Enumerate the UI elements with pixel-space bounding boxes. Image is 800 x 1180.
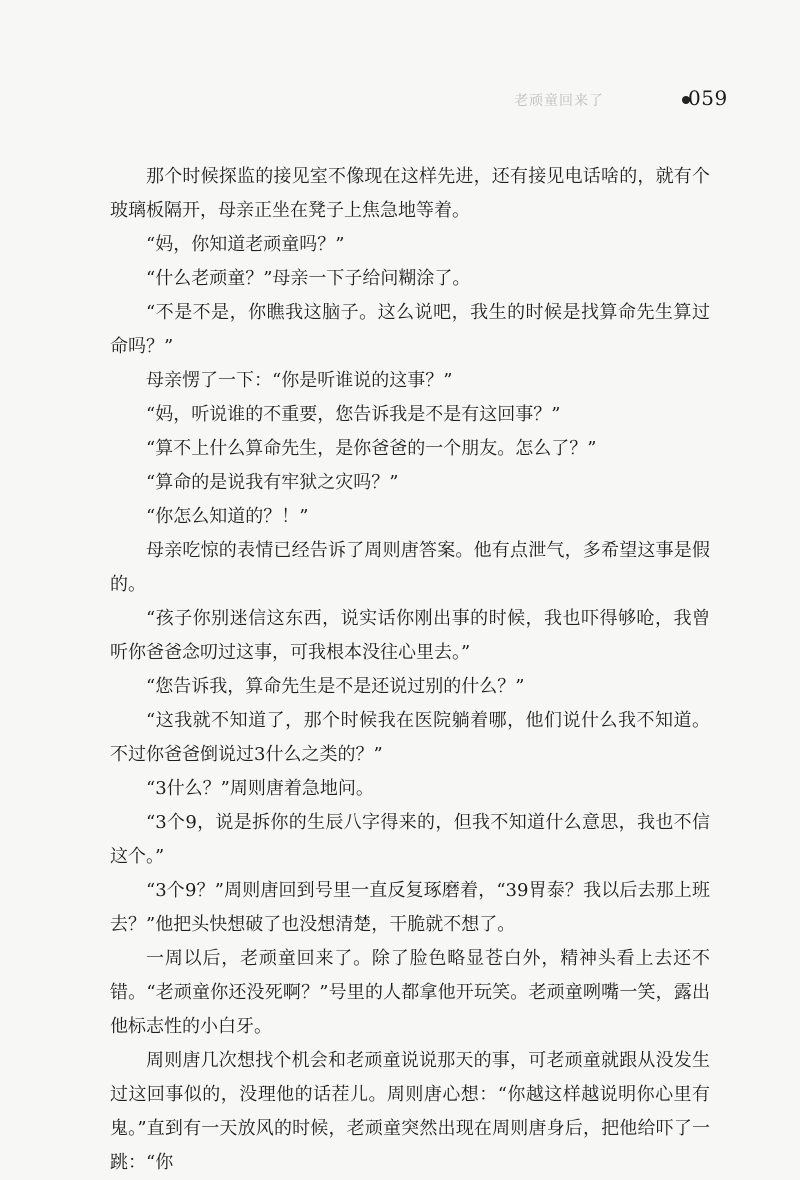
page-number: 059 bbox=[688, 86, 728, 110]
paragraph: “你怎么知道的？！” bbox=[146, 506, 309, 527]
paragraph: “3什么？”周则唐着急地问。 bbox=[146, 778, 374, 799]
paragraph: “您告诉我，算命先生是不是还说过别的什么？” bbox=[146, 676, 525, 697]
paragraph: “3个9，说是拆你的生辰八字得来的，但我不知道什么意思，我也不信这个。” bbox=[110, 812, 710, 867]
paragraph: “算不上什么算命先生，是你爸爸的一个朋友。怎么了？” bbox=[146, 438, 597, 459]
paragraph: “孩子你别迷信这东西，说实话你刚出事的时候，我也吓得够呛，我曾听你爸爸念叨过这事，可我根本没往心里去。” bbox=[110, 608, 710, 663]
paragraph: 一周以后，老顽童回来了。除了脸色略显苍白外，精神头看上去还不错。“老顽童你还没死啊？”号里的人都拿他开玩笑。老顽童咧嘴一笑，露出他标志性的小白牙。 bbox=[110, 948, 710, 1037]
paragraph: “妈，你知道老顽童吗？” bbox=[146, 234, 345, 255]
paragraph: 母亲愣了一下：“你是听谁说的这事？” bbox=[146, 370, 453, 391]
paragraph: “3个9？”周则唐回到号里一直反复琢磨着，“39胃泰？我以后去那上班去？”他把头快想破了也没想清楚，干脆就不想了。 bbox=[110, 880, 710, 935]
page-header bbox=[504, 86, 728, 114]
paragraph: “妈，听说谁的不重要，您告诉我是不是有这回事？” bbox=[146, 404, 561, 425]
running-title: 老顽童回来了 bbox=[514, 93, 604, 109]
paragraph: 周则唐几次想找个机会和老顽童说说那天的事，可老顽童就跟从没发生过这回事似的，没理他的话茬儿。周则唐心想：“你越这样越说明你心里有鬼。”直到有一天放风的时候，老顽童突然出现在周则唐身后，把他给吓了一跳：“你 bbox=[110, 1050, 710, 1173]
paragraph: “不是不是，你瞧我这脑子。这么说吧，我生的时候是找算命先生算过命吗？” bbox=[110, 302, 710, 357]
paragraph: 那个时候探监的接见室不像现在这样先进，还有接见电话啥的，就有个玻璃板隔开，母亲正坐在凳子上焦急地等着。 bbox=[110, 166, 710, 221]
paragraph: 母亲吃惊的表情已经告诉了周则唐答案。他有点泄气，多希望这事是假的。 bbox=[110, 540, 710, 595]
body-text bbox=[110, 160, 710, 1180]
paragraph: “什么老顽童？”母亲一下子给问糊涂了。 bbox=[146, 268, 471, 289]
paragraph: “这我就不知道了，那个时候我在医院躺着哪，他们说什么我不知道。不过你爸爸倒说过3什么之类的？” bbox=[110, 710, 710, 765]
paragraph: “算命的是说我有牢狱之灾吗？” bbox=[146, 472, 399, 493]
